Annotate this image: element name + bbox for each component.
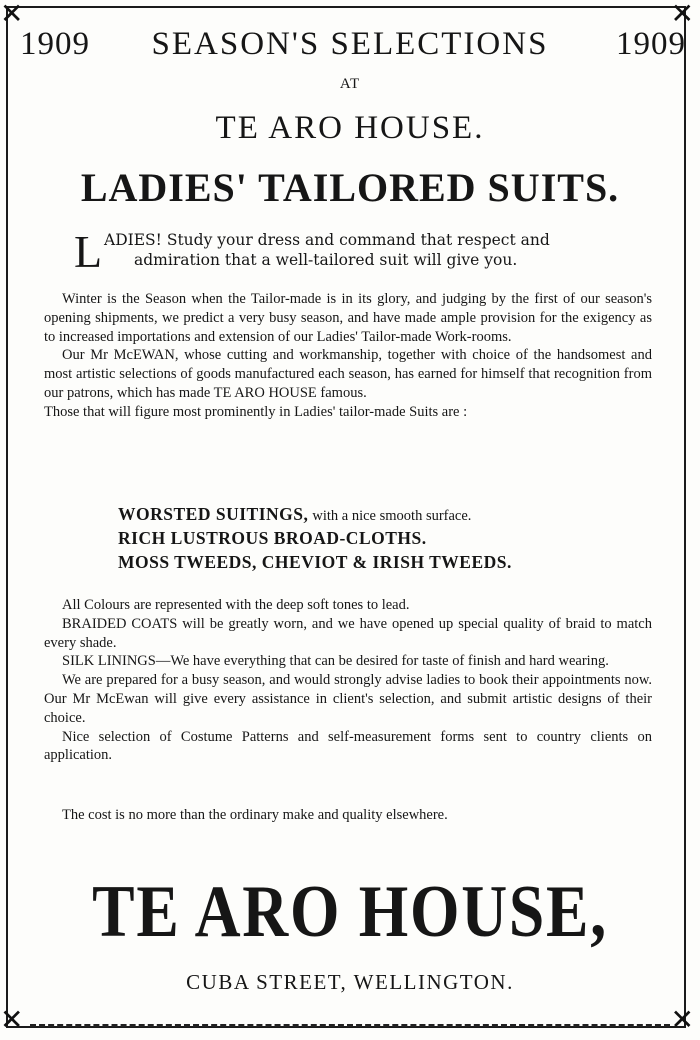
fabric-list bbox=[118, 502, 638, 574]
suits-title: LADIES' TAILORED SUITS. bbox=[80, 165, 620, 210]
paragraph-winter: Winter is the Season when the Tailor-made is in its glory, and judging by the first of our season's opening shipments, we predict a very busy season, and have made ample provision for the exigency as to increased importations and extension of our Ladies' Tailor-made Work-rooms. bbox=[44, 291, 652, 345]
corner-ornament-icon: ✕ bbox=[0, 1003, 24, 1036]
store-name: TE ARO HOUSE, bbox=[92, 871, 608, 953]
paragraph-braided-coats: BRAIDED COATS will be greatly worn, and we have opened up special quality of braid to match every shade. bbox=[44, 615, 652, 651]
banner-title: SEASON'S SELECTIONS bbox=[151, 26, 549, 62]
intro-line-2: admiration that a well-tailored suit will give you. bbox=[134, 251, 518, 269]
list-item bbox=[118, 550, 638, 574]
banner-year-right: 1909 bbox=[616, 26, 686, 62]
fabric-note: with a nice smooth surface. bbox=[312, 508, 472, 524]
fabric-name: RICH LUSTROUS BROAD-CLOTHS. bbox=[118, 528, 427, 548]
house-title: TE ARO HOUSE. bbox=[215, 110, 485, 146]
intro-block bbox=[74, 226, 634, 277]
paragraph-colours: All Colours are represented with the deep soft tones to lead. bbox=[62, 597, 410, 613]
store-address: CUBA STREET, WELLINGTON. bbox=[186, 970, 514, 994]
season-banner bbox=[8, 24, 692, 64]
list-item bbox=[118, 502, 638, 526]
at-label: AT bbox=[339, 76, 361, 92]
bottom-rule bbox=[30, 1024, 670, 1027]
closing-line: The cost is no more than the ordinary make and quality elsewhere. bbox=[62, 807, 448, 823]
drop-cap: L bbox=[74, 226, 103, 277]
fabric-name: MOSS TWEEDS, CHEVIOT & IRISH TWEEDS. bbox=[118, 552, 512, 572]
banner-year-left: 1909 bbox=[20, 26, 90, 62]
corner-ornament-icon: ✕ bbox=[0, 0, 24, 30]
lead-line: Those that will figure most prominently in Ladies' tailor-made Suits are : bbox=[44, 403, 468, 420]
corner-ornament-icon: ✕ bbox=[670, 1003, 694, 1036]
intro-line-1: ADIES! Study your dress and command that respect and bbox=[104, 231, 550, 249]
fabric-name: WORSTED SUITINGS, bbox=[118, 504, 309, 524]
list-item bbox=[118, 526, 638, 550]
paragraph-silk-linings: SILK LININGS—We have everything that can be desired for taste of finish and hard wearing. bbox=[62, 653, 609, 670]
paragraph-patterns: Nice selection of Costume Patterns and self-measurement forms sent to country clients on application. bbox=[44, 728, 652, 764]
detail-paragraphs bbox=[44, 596, 652, 765]
intro-paragraphs bbox=[44, 290, 652, 422]
corner-ornament-icon: ✕ bbox=[670, 0, 694, 30]
paragraph-appointments: We are prepared for a busy season, and would strongly advise ladies to book their appointments now. Our Mr McEwan will give every assistance in client's selection, and submit artistic designs of their choice. bbox=[44, 672, 652, 726]
paragraph-mcewan: Our Mr McEWAN, whose cutting and workmanship, together with choice of the handsomest and most artistic selections of goods manufactured each season, has earned for himself that recognition from our patrons, which has made TE ARO HOUSE famous. bbox=[44, 347, 652, 401]
